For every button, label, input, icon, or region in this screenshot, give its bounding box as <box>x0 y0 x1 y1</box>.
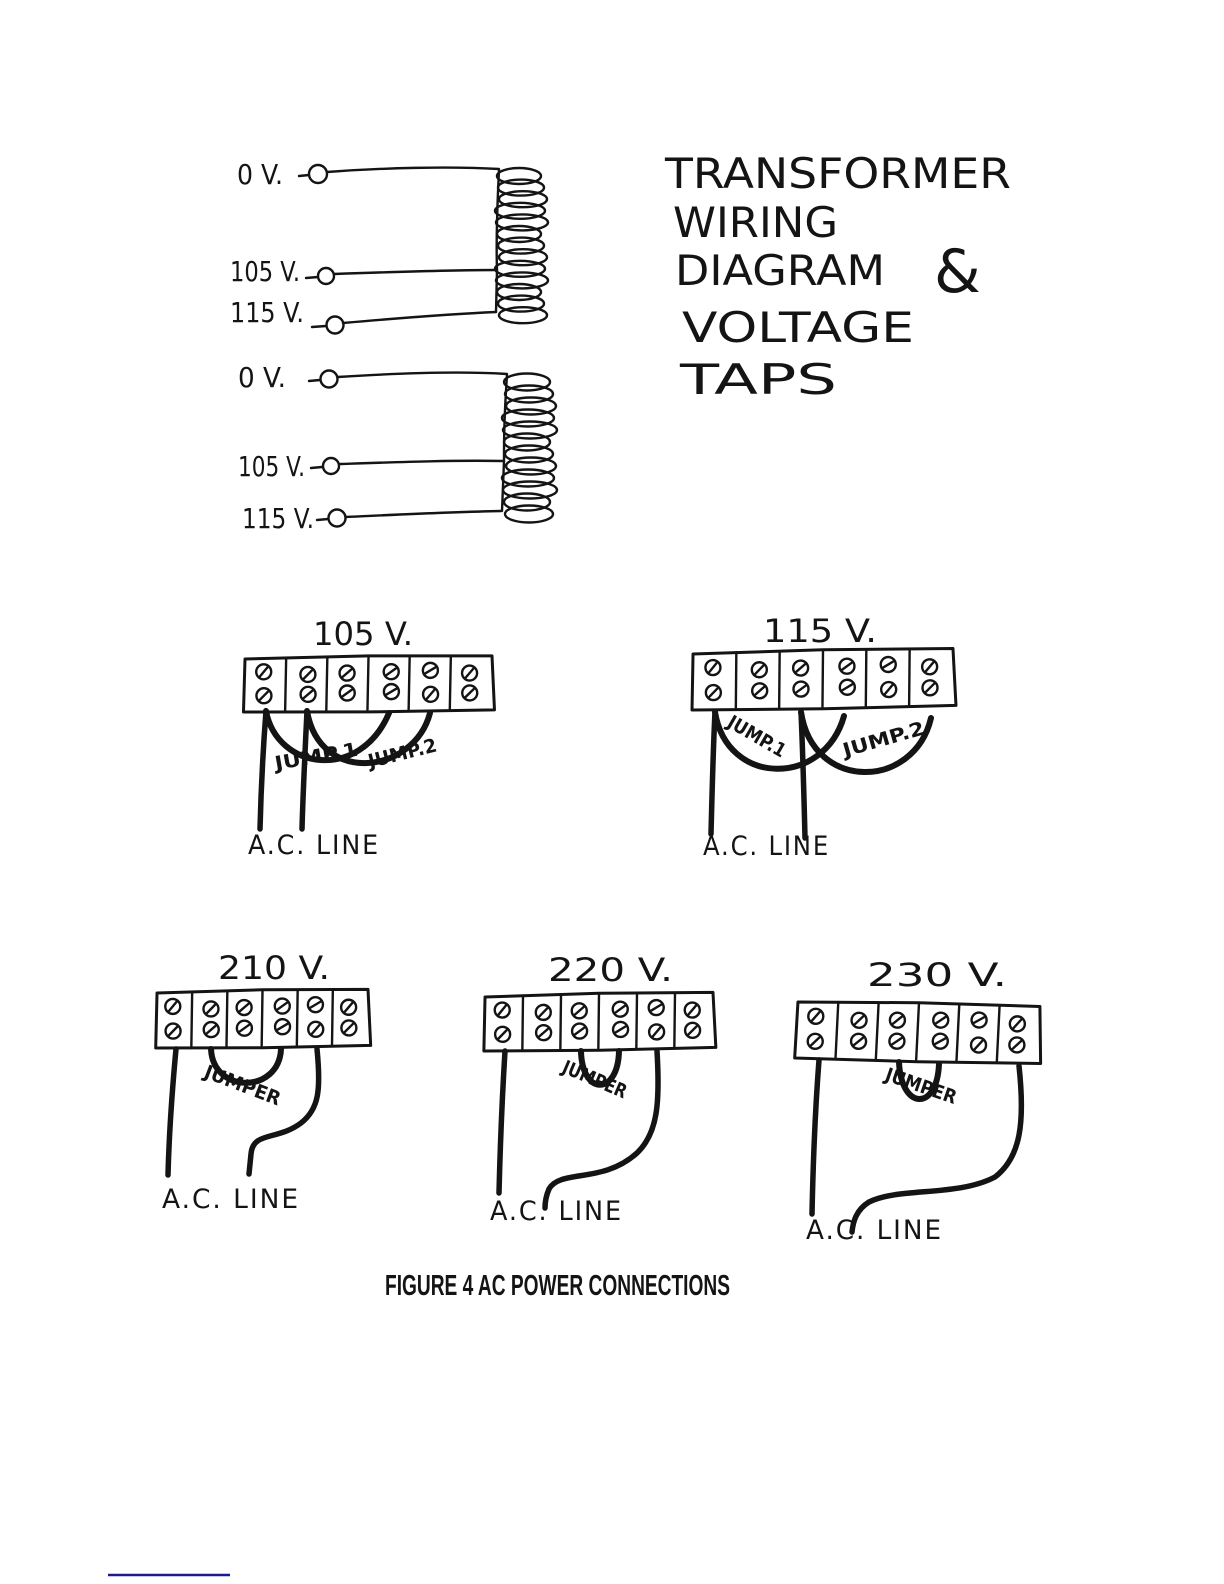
tap-terminal-circle <box>321 371 338 388</box>
screw-slot <box>811 1037 820 1046</box>
screw-slot <box>539 1029 548 1037</box>
screw-slot <box>303 690 312 698</box>
screw-slot <box>498 1030 507 1039</box>
terminal-stub <box>312 326 326 327</box>
terminal-divider <box>865 650 867 706</box>
screw-slot <box>575 1028 585 1035</box>
jumper-label: JUMPER <box>559 1056 645 1110</box>
screw-slot <box>936 1017 946 1024</box>
tap-label-115v: 115 V. <box>230 296 304 329</box>
screw-slot <box>304 670 313 679</box>
screw-slot <box>1013 1019 1021 1028</box>
screw-slot <box>386 668 396 675</box>
screw-slot <box>498 1005 506 1014</box>
terminal-block <box>691 647 956 711</box>
terminal-divider <box>635 994 637 1048</box>
terminal-divider <box>560 995 562 1049</box>
ac-line-label: A.C. LINE <box>490 1196 623 1227</box>
screw-slot <box>169 1027 178 1036</box>
screw-slot <box>854 1037 863 1045</box>
ac-wire-1 <box>812 1060 819 1214</box>
coil-a-loops <box>495 168 548 323</box>
screw-slot <box>342 690 352 697</box>
screw-slot <box>345 1003 353 1012</box>
jumper-label-1: JUMP.1 <box>723 711 798 767</box>
ac-wire-1 <box>260 711 266 829</box>
screw-slot <box>926 684 935 692</box>
terminal-divider <box>285 658 287 711</box>
terminal-divider <box>997 1006 1000 1062</box>
terminal-divider <box>367 657 369 710</box>
tap-lead-wire <box>340 461 504 464</box>
screw-slot <box>425 667 435 673</box>
figure-caption: FIGURE 4 AC POWER CONNECTIONS <box>385 1270 730 1302</box>
screw-slot <box>539 1008 548 1017</box>
ac-wire-1 <box>499 1051 505 1193</box>
terminal-divider <box>191 992 193 1047</box>
screw-slot <box>169 1002 177 1011</box>
terminal-divider <box>598 994 600 1048</box>
screw-slot <box>755 687 764 695</box>
screw-slot <box>892 1038 902 1045</box>
screw-slot <box>1012 1041 1021 1050</box>
voltage-label: 210 V. <box>218 949 330 987</box>
tap-label-0v: 0 V. <box>237 158 283 191</box>
tap-terminal-circle <box>329 510 346 527</box>
screw-slot <box>688 1005 696 1014</box>
screw-slot <box>855 1016 864 1025</box>
voltage-label: 115 V. <box>763 612 877 650</box>
screw-slot <box>310 1002 320 1008</box>
voltage-label: 105 V. <box>313 615 413 653</box>
screw-slot <box>935 1038 946 1044</box>
screw-slot <box>885 685 893 694</box>
ac-line-label: A.C. LINE <box>248 830 380 861</box>
terminal-divider <box>261 991 263 1046</box>
tap-label-115v: 115 V. <box>242 502 314 535</box>
terminal-block <box>795 1000 1042 1065</box>
tap-terminal-circle <box>323 458 339 474</box>
tap-terminal-circle <box>309 165 327 183</box>
connection-diagram-230v <box>795 956 1042 1246</box>
screw-slot <box>893 1016 902 1024</box>
connection-diagram-220v <box>483 951 716 1227</box>
ac-line-label: A.C. LINE <box>703 831 830 862</box>
jumper-label-1: JUMP.1 <box>273 740 349 775</box>
screw-slot <box>386 689 396 695</box>
ac-wire-1 <box>168 1049 176 1175</box>
screw-slot <box>883 661 893 667</box>
terminal-divider <box>908 649 910 705</box>
tap-terminal-circle <box>318 268 334 284</box>
screw-slot <box>653 1027 661 1036</box>
terminal-divider <box>778 651 780 707</box>
title-line-diagram: DIAGRAM <box>675 246 885 295</box>
screw-slot <box>427 690 435 699</box>
screw-slot <box>651 1005 661 1011</box>
screw-slot <box>974 1040 982 1049</box>
terminal-stub <box>299 175 309 176</box>
terminal-divider <box>226 991 228 1046</box>
terminal-stub <box>317 519 328 520</box>
screw-slot <box>239 1004 248 1012</box>
tap-lead-wire <box>343 312 496 323</box>
screw-slot <box>926 662 934 671</box>
jumper-label: JUMPER <box>882 1063 968 1112</box>
coil-b-loops <box>502 374 557 523</box>
screw-slot <box>342 669 351 677</box>
terminal-stub <box>309 380 320 381</box>
ac-wire-2 <box>249 1049 319 1174</box>
screw-slot <box>465 689 474 697</box>
terminal-stub <box>306 277 318 278</box>
connection-diagram-105v <box>243 615 494 861</box>
screw-slot <box>842 684 852 690</box>
voltage-label: 230 V. <box>867 956 1007 994</box>
terminal-divider <box>916 1004 919 1060</box>
screw-slot <box>207 1005 216 1014</box>
screw-slot <box>277 1024 287 1030</box>
terminal-divider <box>326 657 328 710</box>
screw-slot <box>239 1025 249 1032</box>
tap-label-0v: 0 V. <box>238 361 286 394</box>
tap-lead-wire <box>327 168 499 172</box>
screw-slot <box>974 1017 985 1023</box>
screw-slot <box>842 663 852 670</box>
screw-slot <box>812 1012 820 1021</box>
title-line-wiring: WIRING <box>673 198 838 247</box>
screw-slot <box>709 663 717 672</box>
ac-line-label: A.C. LINE <box>806 1215 943 1246</box>
title-line-taps: TAPS <box>678 355 837 404</box>
transformer-winding-b <box>238 361 557 535</box>
voltage-label: 220 V. <box>548 951 673 989</box>
terminal-divider <box>821 651 823 707</box>
terminal-block <box>155 988 371 1049</box>
screw-slot <box>688 1026 697 1034</box>
screw-slot <box>796 664 805 672</box>
tap-terminal-circle <box>327 317 344 334</box>
screw-slot <box>466 668 474 677</box>
ac-line-label: A.C. LINE <box>162 1184 300 1215</box>
terminal-divider <box>735 652 737 708</box>
title-line-voltage: VOLTAGE <box>682 303 914 352</box>
screw-slot <box>615 1026 625 1032</box>
screw-slot <box>615 1006 625 1013</box>
terminal-divider <box>673 993 675 1047</box>
tap-lead-wire <box>334 270 497 274</box>
screw-slot <box>709 688 718 697</box>
terminal-divider <box>956 1005 959 1061</box>
screw-slot <box>345 1024 354 1032</box>
terminal-divider <box>331 990 333 1045</box>
title-block <box>664 149 1011 404</box>
tap-lead-wire <box>346 511 501 517</box>
jumper-label-2: JUMP.2 <box>840 720 916 762</box>
jumper-label: JUMPER <box>201 1061 287 1112</box>
connection-diagram-210v <box>155 949 371 1215</box>
tap-lead-wire <box>338 373 507 377</box>
transformer-winding-a <box>230 158 548 334</box>
screw-slot <box>312 1025 320 1034</box>
screw-slot <box>575 1007 584 1015</box>
terminal-divider <box>876 1003 879 1059</box>
ac-wire-2 <box>801 712 805 838</box>
tap-label-105v: 105 V. <box>230 255 300 288</box>
terminal-divider <box>836 1002 839 1058</box>
terminal-divider <box>408 657 410 710</box>
screw-slot <box>260 667 268 676</box>
terminal-stub <box>311 467 322 468</box>
terminal-divider <box>522 995 524 1049</box>
screw-slot <box>207 1026 216 1034</box>
ac-wire-1 <box>711 712 715 834</box>
tap-label-105v: 105 V. <box>238 450 305 483</box>
terminal-block <box>243 655 494 713</box>
coil-loop <box>505 506 553 523</box>
terminal-block <box>483 991 716 1052</box>
screw-slot <box>277 1003 287 1010</box>
title-line-transformer: TRANSFORMER <box>663 149 1011 198</box>
connection-diagram-115v <box>691 612 956 862</box>
screw-slot <box>260 691 269 700</box>
terminal-divider <box>449 656 451 709</box>
terminal-divider <box>296 990 298 1045</box>
jumper-label-2: JUMP.2 <box>365 734 442 773</box>
coil-loop <box>499 307 547 323</box>
screw-slot <box>796 686 806 693</box>
ampersand: & <box>934 237 981 307</box>
screw-slot <box>755 665 764 674</box>
